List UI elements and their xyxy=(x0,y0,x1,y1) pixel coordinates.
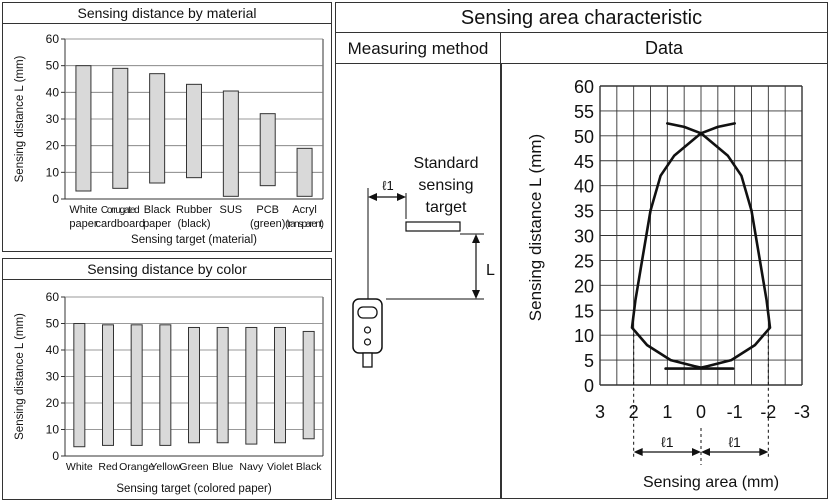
x-tick-label: -1 xyxy=(726,402,743,422)
standard-target-label: target xyxy=(425,199,467,216)
arrowhead xyxy=(472,290,480,299)
arrowhead xyxy=(397,193,406,201)
range-bar xyxy=(303,331,314,438)
x-tick-label: SUS xyxy=(219,204,243,216)
x-tick-label: White xyxy=(69,204,98,216)
x-tick-label: White xyxy=(65,461,93,473)
arrowhead xyxy=(759,448,768,456)
y-axis-label: Sensing distance L (mm) xyxy=(526,133,545,322)
y-tick-label: 10 xyxy=(573,326,594,347)
range-bar xyxy=(187,84,202,177)
range-bar xyxy=(223,91,238,196)
range-bar xyxy=(189,327,200,442)
x-tick-label: paper xyxy=(69,218,98,230)
x-tick-label: Violet xyxy=(266,461,294,473)
x-tick-label: paper xyxy=(143,218,172,230)
y-tick-label: 60 xyxy=(45,290,59,304)
x-tick-label: Green xyxy=(179,461,209,473)
sensing-area-title: Sensing area characteristic xyxy=(336,3,827,33)
y-tick-label: 40 xyxy=(45,85,59,100)
x-axis-label: Sensing area (mm) xyxy=(642,474,780,491)
material-chart xyxy=(3,3,333,253)
x-tick-label: (black) xyxy=(177,218,211,230)
x-axis-label: Sensing target (material) xyxy=(131,234,257,246)
range-bar xyxy=(76,66,91,191)
range-bar xyxy=(150,74,165,183)
arrowhead xyxy=(634,448,643,456)
x-tick-label: Acryl xyxy=(292,204,317,216)
sensing-area-panel xyxy=(335,2,828,499)
range-bar xyxy=(246,327,257,444)
range-bar xyxy=(297,148,312,196)
x-tick-label: (green) xyxy=(249,218,286,230)
range-bar xyxy=(260,114,275,186)
sensor-lens xyxy=(358,307,377,318)
y-tick-label: 20 xyxy=(45,138,59,153)
sensing-area-chart xyxy=(336,3,829,500)
material-chart-title: Sensing distance by material xyxy=(3,3,331,24)
y-tick-label: 15 xyxy=(573,301,594,322)
y-tick-label: 20 xyxy=(573,276,594,297)
y-tick-label: 55 xyxy=(573,101,594,122)
y-tick-label: 25 xyxy=(573,251,594,272)
data-header: Data xyxy=(501,33,827,64)
y-axis-label: Sensing distance L (mm) xyxy=(14,55,26,183)
range-bar xyxy=(131,325,142,446)
x-tick-label: 0 xyxy=(695,402,707,422)
color-chart xyxy=(3,259,333,501)
x-tick-label: Black xyxy=(143,204,171,216)
y-tick-label: 30 xyxy=(573,226,594,247)
y-tick-label: 50 xyxy=(573,126,594,147)
x-tick-label: 2 xyxy=(628,402,639,422)
x-tick-label: 3 xyxy=(594,402,606,422)
sensor-indicator-2 xyxy=(365,339,371,345)
arrowhead xyxy=(701,448,710,456)
material-chart-panel xyxy=(2,2,332,252)
x-tick-label: Corrugated xyxy=(100,205,140,216)
y-tick-label: 10 xyxy=(45,422,59,437)
range-bar xyxy=(74,324,85,447)
x-tick-label: Rubber xyxy=(175,204,213,216)
y-tick-label: 30 xyxy=(45,369,59,384)
L-label: L xyxy=(486,262,495,279)
x-tick-label: Red xyxy=(98,461,118,473)
y-tick-label: 20 xyxy=(45,396,59,410)
y-tick-label: 60 xyxy=(45,32,59,46)
y-tick-label: 0 xyxy=(52,192,59,206)
l1-label-left: ℓ1 xyxy=(661,434,674,450)
l1-label: ℓ1 xyxy=(382,178,394,193)
y-tick-label: 30 xyxy=(45,112,59,126)
range-bar xyxy=(160,325,171,446)
x-tick-label: 1 xyxy=(662,402,673,422)
l1-label-right: ℓ1 xyxy=(728,434,741,450)
y-tick-label: 10 xyxy=(45,165,59,180)
x-tick-label: Yellow xyxy=(150,461,181,473)
standard-target-label: Standard xyxy=(413,155,479,172)
y-tick-label: 40 xyxy=(573,176,594,197)
sensor-indicator-1 xyxy=(365,327,371,333)
color-chart-title: Sensing distance by color xyxy=(3,259,331,280)
arrowhead xyxy=(368,193,377,201)
y-tick-label: 0 xyxy=(52,449,59,463)
arrowhead xyxy=(692,448,701,456)
arrowhead xyxy=(472,234,480,243)
x-tick-label: Orange xyxy=(119,461,155,473)
y-tick-label: 35 xyxy=(573,201,594,222)
x-tick-label: (transparent) xyxy=(285,219,325,230)
y-tick-label: 45 xyxy=(573,151,594,172)
y-tick-label: 60 xyxy=(573,77,594,97)
y-axis-label: Sensing distance L (mm) xyxy=(14,313,26,440)
y-tick-label: 40 xyxy=(45,343,59,357)
x-tick-label: PCB xyxy=(256,204,280,216)
x-tick-label: -3 xyxy=(793,402,811,422)
y-tick-label: 50 xyxy=(45,58,59,73)
standard-target-plate xyxy=(406,222,460,231)
x-axis-label: Sensing target (colored paper) xyxy=(116,483,272,495)
y-tick-label: 0 xyxy=(583,376,594,396)
sensor-cable xyxy=(363,353,372,367)
color-chart-panel xyxy=(2,258,332,500)
x-tick-label: Blue xyxy=(212,461,234,473)
range-bar xyxy=(103,325,114,446)
range-bar xyxy=(113,68,128,188)
measuring-method-header: Measuring method xyxy=(336,33,501,64)
x-tick-label: Black xyxy=(295,461,322,473)
standard-target-label: sensing xyxy=(418,177,474,194)
x-tick-label: -2 xyxy=(760,402,777,422)
x-tick-label: Navy xyxy=(239,461,264,473)
x-tick-label: cardboard xyxy=(95,218,146,230)
y-tick-label: 50 xyxy=(45,316,59,331)
y-tick-label: 5 xyxy=(583,351,594,372)
range-bar xyxy=(217,327,228,442)
range-bar xyxy=(275,327,286,442)
